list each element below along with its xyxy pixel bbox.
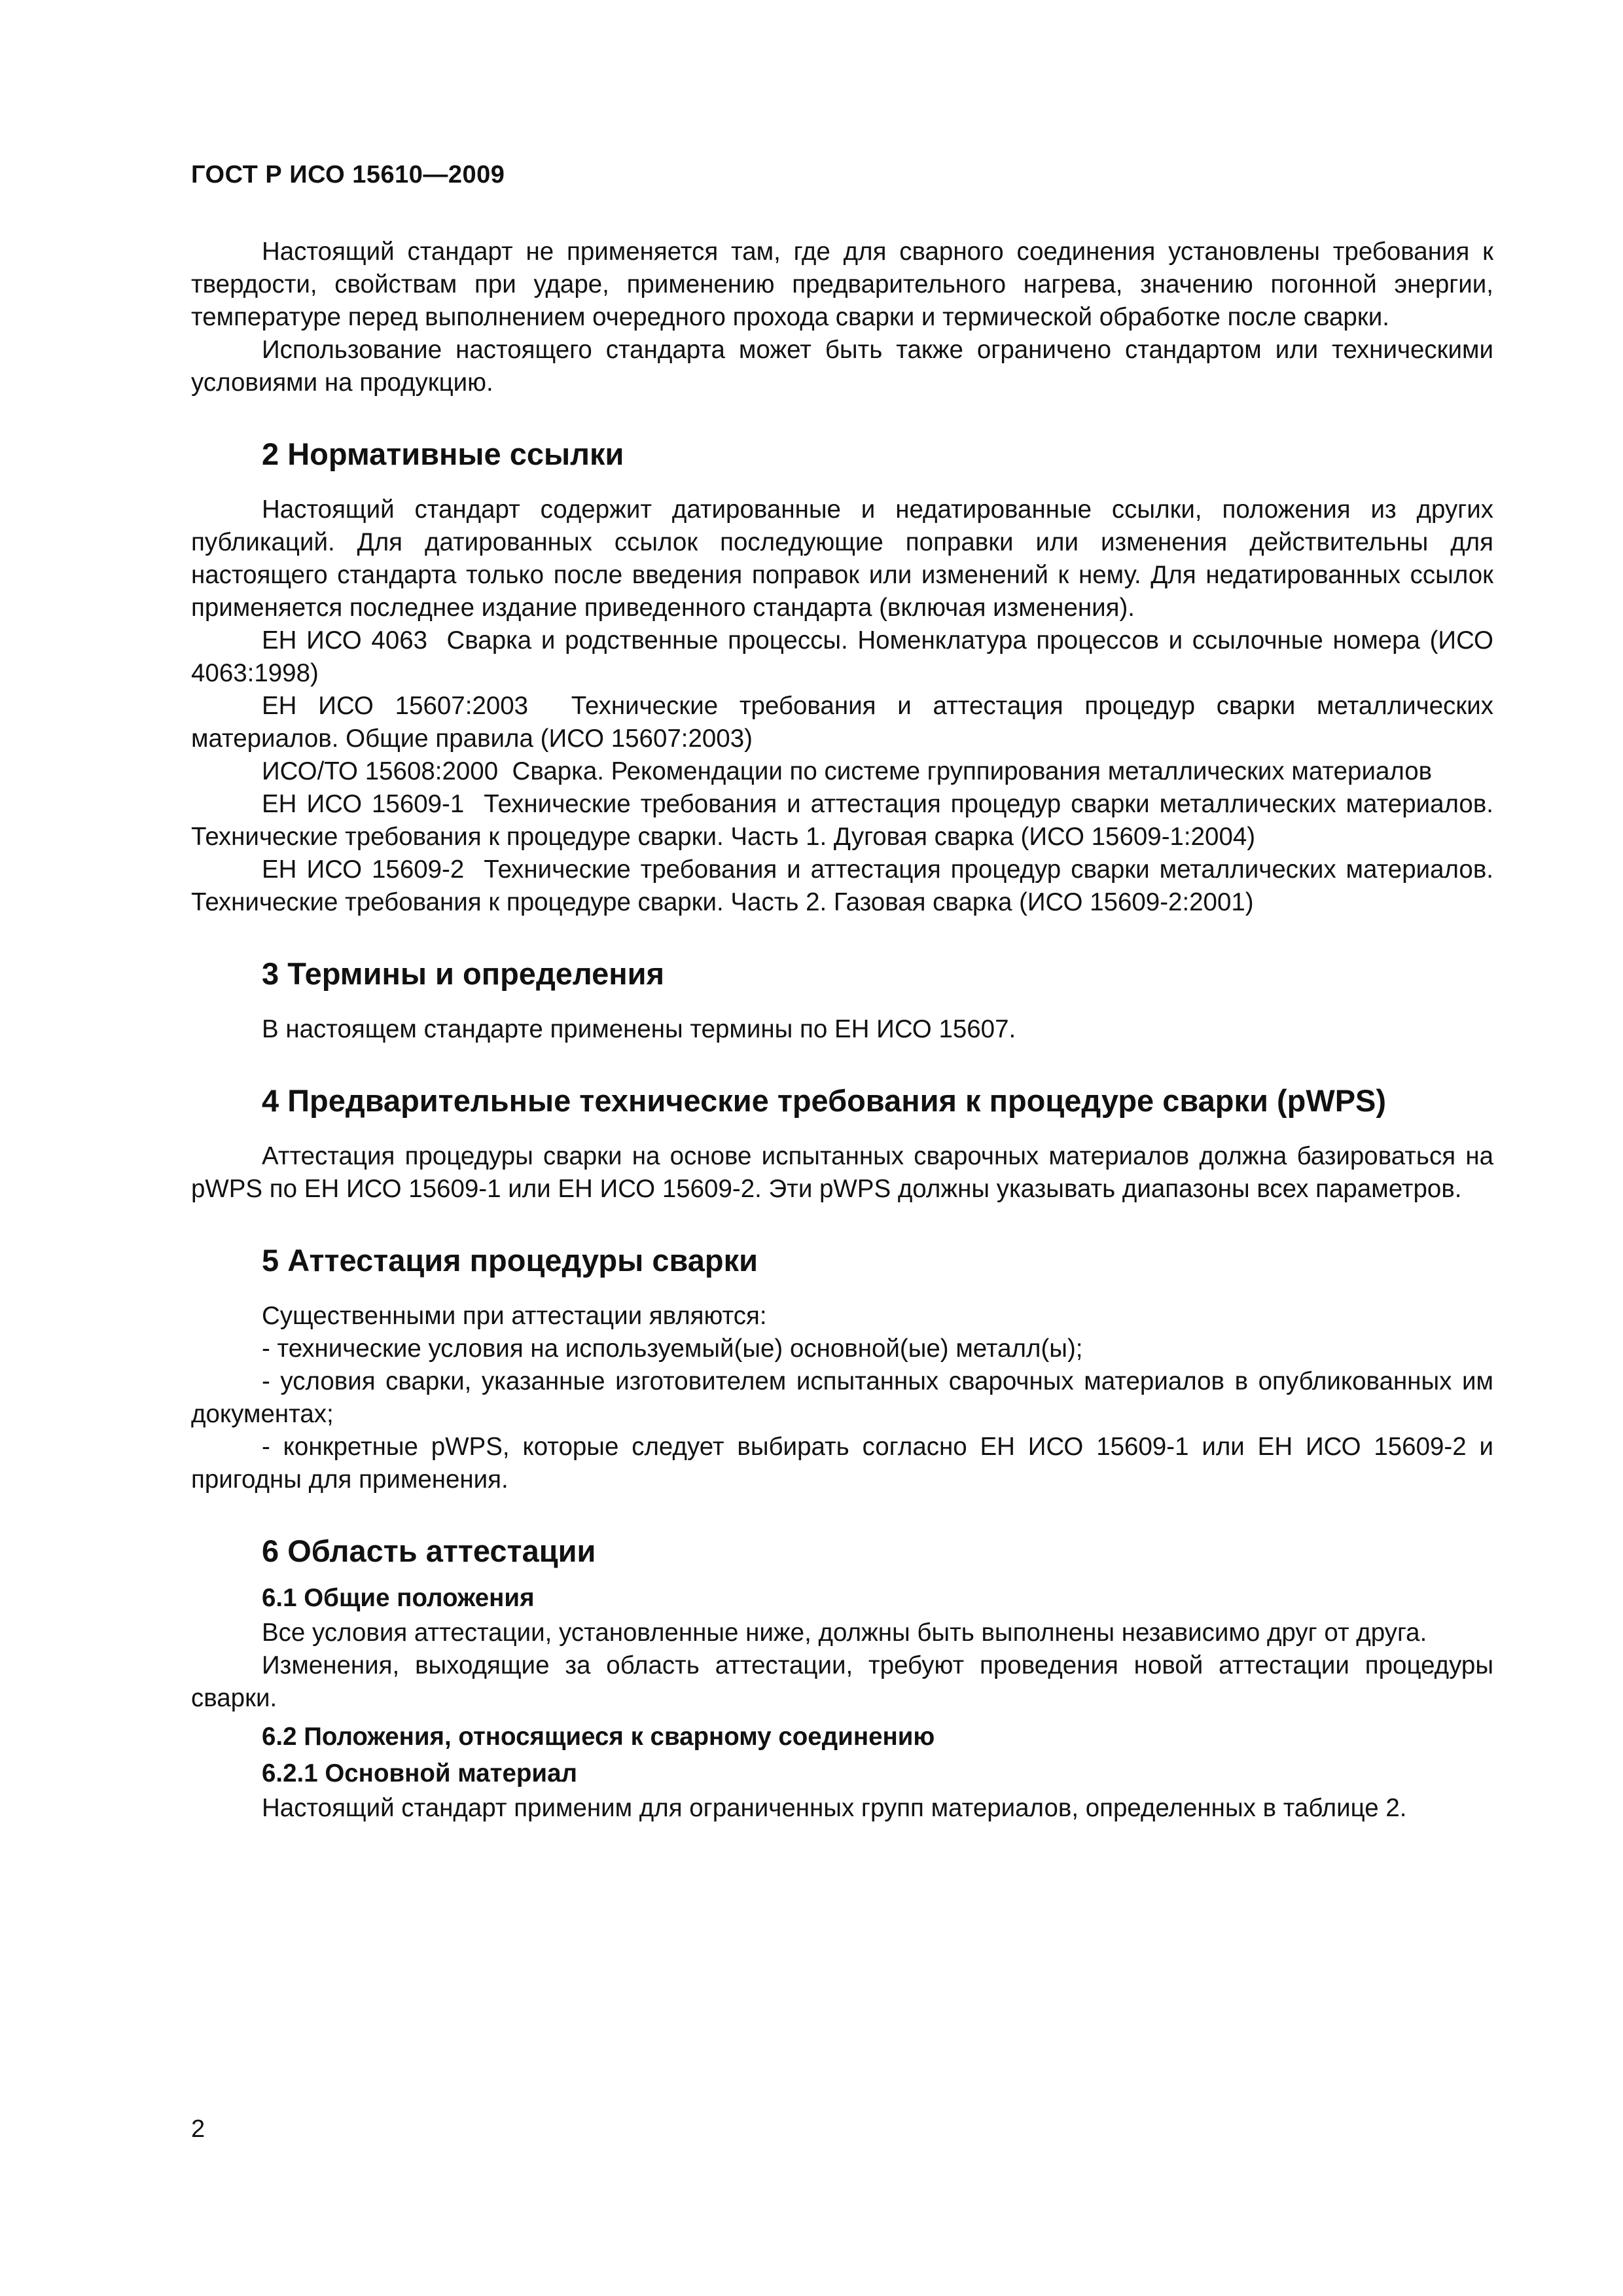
reference-code: ИСО/ТО 15608:2000: [262, 757, 499, 785]
subsection-heading-6-1: 6.1 Общие положения: [262, 1584, 535, 1612]
normative-reference: [191, 690, 1493, 755]
section-3-text: В настоящем стандарте применены термины по ЕН ИСО 15607.: [262, 1015, 1016, 1043]
subsection-6-1-paragraph: Изменения, выходящие за область аттестации, требуют проведения новой аттестации процедуры сварки.: [191, 1651, 1493, 1712]
section-heading-4: 4 Предварительные технические требования к процедуре сварки (pWPS): [262, 1083, 1387, 1118]
section-heading-2: 2 Нормативные ссылки: [262, 437, 624, 471]
normative-reference: [191, 624, 1493, 690]
section-heading-5: 5 Аттестация процедуры сварки: [262, 1243, 758, 1278]
section-5-intro: Существенными при аттестации являются:: [262, 1302, 767, 1330]
intro-paragraph: Использование настоящего стандарта может быть также ограничено стандартом или техническими условиями на продукцию.: [191, 336, 1493, 397]
subsection-6-1-paragraph: Все условия аттестации, установленные ниже, должны быть выполнены независимо друг от друга.: [262, 1619, 1427, 1647]
page-number: 2: [191, 2115, 205, 2143]
reference-title: Сварка и родственные процессы. Номенклатура процессов и ссылочные номера (ИСО 4063:1998): [191, 626, 1493, 687]
subsection-heading-6-2-1: 6.2.1 Основной материал: [262, 1759, 577, 1787]
intro-paragraph: Настоящий стандарт не применяется там, где для сварного соединения установлены требования к твердости, свойствам при ударе, применению предварительного нагрева, значению погонной энергии, температуре перед выполнением очередного прохода сварки и термической обработке после сварки.: [191, 238, 1493, 331]
reference-code: ЕН ИСО 15609-2: [262, 855, 465, 884]
reference-title: Сварка. Рекомендации по системе группирования металлических материалов: [512, 757, 1433, 785]
section-4-text: Аттестация процедуры сварки на основе испытанных сварочных материалов должна базироваться на pWPS по ЕН ИСО 15609-1 или ЕН ИСО 15609-2. Эти pWPS должны указывать диапазоны всех параметров.: [191, 1142, 1493, 1203]
list-item: - условия сварки, указанные изготовителем испытанных сварочных материалов в опубликованных им документах;: [191, 1367, 1493, 1428]
normative-reference: [191, 853, 1493, 919]
section-heading-6: 6 Область аттестации: [262, 1534, 596, 1568]
normative-reference: [191, 755, 1493, 788]
subsection-heading-6-2: 6.2 Положения, относящиеся к сварному соединению: [262, 1723, 935, 1751]
list-item: - конкретные pWPS, которые следует выбирать согласно ЕН ИСО 15609-1 или ЕН ИСО 15609-2 и пригодны для применения.: [191, 1433, 1493, 1494]
normative-reference: [191, 788, 1493, 853]
reference-title: Технические требования и аттестация процедур сварки металлических материалов. Технические требования к процедуре сварки. Часть 2. Газовая сварка (ИСО 15609-2:2001): [191, 855, 1493, 916]
reference-code: ЕН ИСО 15607:2003: [262, 692, 529, 720]
reference-code: ЕН ИСО 4063: [262, 626, 428, 655]
section-2-intro: Настоящий стандарт содержит датированные и недатированные ссылки, положения из других публикаций. Для датированных ссылок последующие поправки или изменения действительны для настоящего стандарта только после введения поправок или изменений к нему. Для недатированных ссылок применяется последнее издание приведенного стандарта (включая изменения).: [191, 495, 1493, 622]
reference-title: Технические требования и аттестация процедур сварки металлических материалов. Общие правила (ИСО 15607:2003): [191, 692, 1494, 753]
list-item: - технические условия на используемый(ые) основной(ые) металл(ы);: [262, 1335, 1083, 1363]
section-heading-3: 3 Термины и определения: [262, 956, 664, 991]
subsection-6-2-1-paragraph: Настоящий стандарт применим для ограниченных групп материалов, определенных в таблице 2.: [262, 1794, 1407, 1822]
reference-title: Технические требования и аттестация процедур сварки металлических материалов. Технические требования к процедуре сварки. Часть 1. Дуговая сварка (ИСО 15609-1:2004): [191, 790, 1493, 851]
page-content: [191, 236, 1493, 1825]
running-header: ГОСТ Р ИСО 15610—2009: [191, 161, 505, 188]
reference-code: ЕН ИСО 15609-1: [262, 790, 465, 818]
